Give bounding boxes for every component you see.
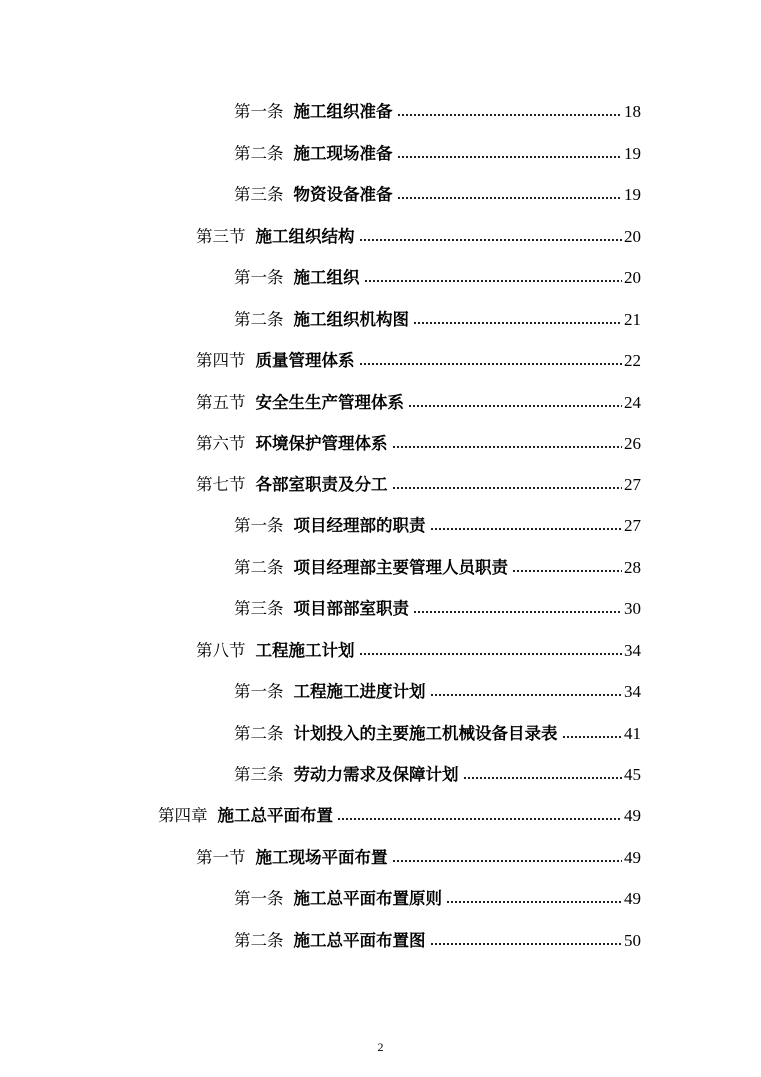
toc-entry[interactable]: [196, 635, 641, 661]
toc-entry-title: 施工总平面布置图: [293, 931, 426, 950]
toc-dot-leader: [337, 816, 622, 822]
toc-entry-page: 50: [624, 931, 641, 950]
toc-dot-leader: [397, 112, 623, 118]
toc-entry-number: 第四章: [158, 806, 208, 825]
toc-entry-title: 施工组织结构: [255, 227, 355, 246]
toc-entry[interactable]: [158, 800, 641, 826]
toc-entry-title: 工程施工计划: [255, 641, 355, 660]
toc-entry-page: 19: [624, 144, 641, 163]
toc-entry-number: 第一条: [234, 102, 284, 121]
toc-entry-number: 第一节: [196, 848, 246, 867]
toc-dot-leader: [392, 858, 623, 864]
toc-dot-leader: [359, 651, 623, 657]
toc-entry[interactable]: [234, 925, 641, 951]
toc-entry-number: 第七节: [196, 475, 246, 494]
toc-entry[interactable]: [234, 138, 641, 164]
toc-entry-page: 19: [624, 185, 641, 204]
toc-entry-page: 18: [624, 102, 641, 121]
toc-entry-title: 施工现场平面布置: [255, 848, 388, 867]
toc-entry[interactable]: [196, 221, 641, 247]
toc-entry-number: 第二条: [234, 931, 284, 950]
toc-entry-page: 45: [624, 765, 641, 784]
toc-entry-title: 施工组织: [293, 268, 360, 287]
toc-entry-number: 第三条: [234, 185, 284, 204]
toc-entry-number: 第一条: [234, 889, 284, 908]
toc-entry-title: 环境保护管理体系: [255, 434, 388, 453]
toc-entry-title: 各部室职责及分工: [255, 475, 388, 494]
toc-dot-leader: [430, 526, 623, 532]
toc-entry-number: 第五节: [196, 393, 246, 412]
toc-entry-title: 劳动力需求及保障计划: [293, 765, 459, 784]
toc-entry-title: 计划投入的主要施工机械设备目录表: [293, 724, 558, 743]
toc-entry-number: 第三条: [234, 765, 284, 784]
toc-entry-title: 项目经理部主要管理人员职责: [293, 558, 508, 577]
toc-entry-page: 20: [624, 227, 641, 246]
toc-entry-number: 第八节: [196, 641, 246, 660]
toc-dot-leader: [430, 692, 623, 698]
toc-dot-leader: [463, 775, 623, 781]
toc-dot-leader: [413, 320, 622, 326]
toc-dot-leader: [408, 403, 622, 409]
toc-entry-number: 第三节: [196, 227, 246, 246]
toc-entry[interactable]: [234, 179, 641, 205]
toc-entry[interactable]: [234, 552, 641, 578]
toc-entry-title: 项目部部室职责: [293, 599, 409, 618]
toc-entry[interactable]: [196, 387, 641, 413]
toc-entry[interactable]: [234, 262, 641, 288]
toc-dot-leader: [364, 278, 623, 284]
toc-entry[interactable]: [196, 428, 641, 454]
toc-entry[interactable]: [234, 718, 641, 744]
toc-entry-number: 第二条: [234, 724, 284, 743]
toc-entry-page: 22: [624, 351, 641, 370]
toc-entry-title: 施工总平面布置原则: [293, 889, 442, 908]
toc-entry-number: 第四节: [196, 351, 246, 370]
toc-entry-title: 物资设备准备: [293, 185, 393, 204]
toc-entry[interactable]: [234, 96, 641, 122]
toc-entry[interactable]: [196, 469, 641, 495]
toc-entry[interactable]: [234, 676, 641, 702]
toc-entry-page: 49: [624, 848, 641, 867]
toc-entry-page: 41: [624, 724, 641, 743]
toc-dot-leader: [359, 361, 623, 367]
page-number: 2: [377, 1040, 384, 1054]
toc-entry-page: 28: [624, 558, 641, 577]
toc-entry-number: 第三条: [234, 599, 284, 618]
toc-entry-page: 34: [624, 641, 641, 660]
toc-dot-leader: [397, 154, 623, 160]
toc-entry-number: 第一条: [234, 682, 284, 701]
toc-entry-page: 30: [624, 599, 641, 618]
toc-entry-title: 项目经理部的职责: [293, 516, 426, 535]
toc-dot-leader: [392, 444, 623, 450]
toc-dot-leader: [392, 485, 623, 491]
toc-entry-page: 27: [624, 516, 641, 535]
toc-dot-leader: [413, 609, 622, 615]
toc-entry-title: 安全生生产管理体系: [255, 393, 404, 412]
toc-entry-page: 20: [624, 268, 641, 287]
toc-entry[interactable]: [234, 759, 641, 785]
toc-entry-page: 34: [624, 682, 641, 701]
toc-entry-page: 49: [624, 889, 641, 908]
toc-entry-title: 施工现场准备: [293, 144, 393, 163]
toc-entry-title: 工程施工进度计划: [293, 682, 426, 701]
toc-entry[interactable]: [234, 883, 641, 909]
toc-entry-page: 24: [624, 393, 641, 412]
toc-entry[interactable]: [196, 842, 641, 868]
toc-entry-number: 第二条: [234, 558, 284, 577]
toc-entry-page: 21: [624, 310, 641, 329]
toc-dot-leader: [430, 941, 623, 947]
toc-dot-leader: [359, 237, 623, 243]
toc-entry-title: 质量管理体系: [255, 351, 355, 370]
toc-entry[interactable]: [196, 345, 641, 371]
toc-entry-title: 施工组织机构图: [293, 310, 409, 329]
toc-entry-page: 27: [624, 475, 641, 494]
toc-dot-leader: [512, 568, 622, 574]
toc-entry[interactable]: [234, 304, 641, 330]
toc-entry-number: 第二条: [234, 144, 284, 163]
toc-entry-page: 49: [624, 806, 641, 825]
toc-entry-number: 第二条: [234, 310, 284, 329]
toc-dot-leader: [562, 734, 623, 740]
toc-entry-page: 26: [624, 434, 641, 453]
toc-dot-leader: [397, 195, 623, 201]
toc-entry-title: 施工总平面布置: [217, 806, 333, 825]
toc-entry-title: 施工组织准备: [293, 102, 393, 121]
toc-entry-number: 第一条: [234, 268, 284, 287]
toc-entry[interactable]: [234, 510, 641, 536]
toc-entry[interactable]: [234, 593, 641, 619]
toc-entry-number: 第六节: [196, 434, 246, 453]
toc-entry-number: 第一条: [234, 516, 284, 535]
toc-dot-leader: [446, 899, 622, 905]
